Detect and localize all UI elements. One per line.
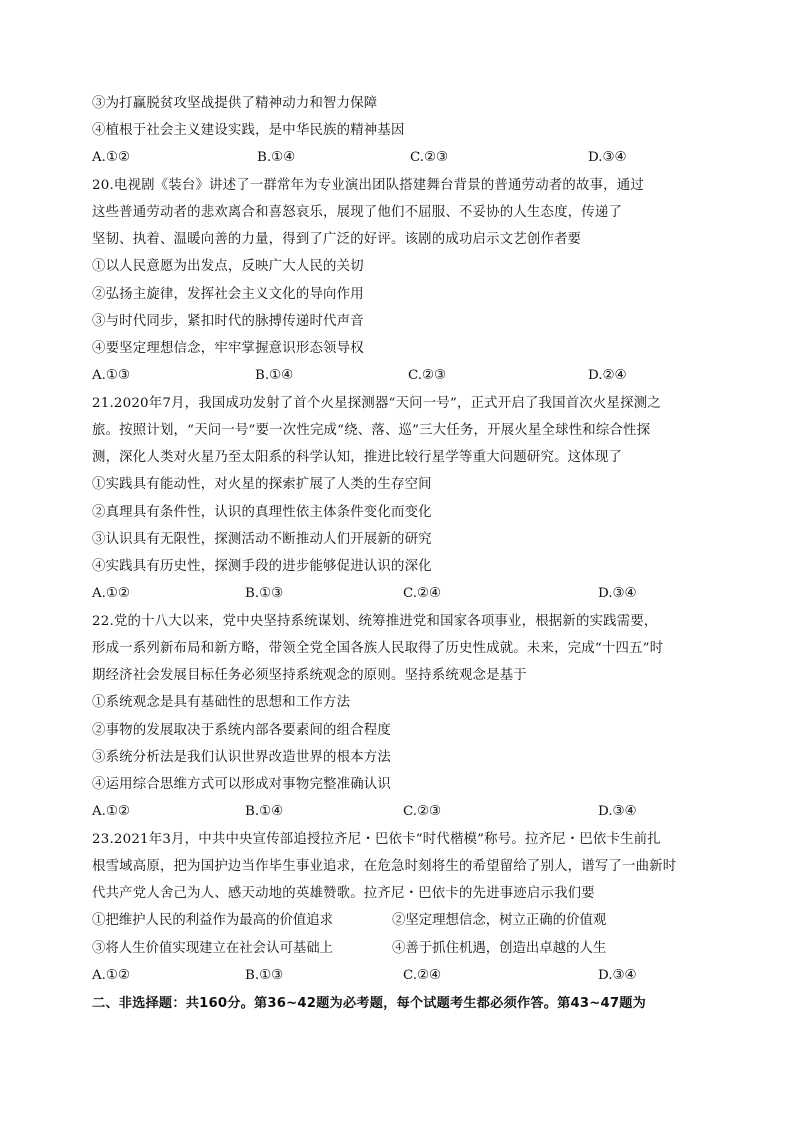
q22-item-1: ①系统观念是具有基础性的思想和工作方法 (92, 695, 351, 710)
q23-stem-line-2: 根雪域高原，把为国护边当作毕生事业追求，在危急时刻将生的希望留给了别人，谱写了一曲新时 (92, 859, 677, 874)
q22-item-4: ④运用综合思维方式可以形成对事物完整准确认识 (92, 777, 391, 792)
q21-item-3: ③认识具有无限性，探测活动不断推动人们开展新的研究 (92, 532, 432, 547)
q20-option-a: A.①③ (92, 368, 130, 383)
q20-item-1: ①以人民意愿为出发点，反映广大人民的关切 (92, 259, 364, 274)
q23-item-3: ③将人生价值实现建立在社会认可基础上 (92, 941, 334, 956)
q23-option-b: B.①③ (245, 968, 284, 983)
q20-item-4: ④要坚定理想信念，牢牢掌握意识形态领导权 (92, 341, 364, 356)
q22-option-c: C.②③ (403, 804, 442, 819)
q23-option-a: A.①② (92, 968, 130, 983)
q21-stem-line-2: 旅。按照计划，“天问一号”要一次性完成“绕、落、巡”三大任务，开展火星全球性和综合性探 (92, 423, 651, 438)
q23-option-d: D.③④ (598, 968, 637, 983)
q21-item-4: ④实践具有历史性，探测手段的进步能够促进认识的深化 (92, 559, 432, 574)
q20-stem-line-2: 这些普通劳动者的悲欢离合和喜怒哀乐，展现了他们不屈服、不妥协的人生态度，传递了 (92, 205, 623, 220)
q21-option-a: A.①② (92, 586, 130, 601)
q21-option-d: D.③④ (598, 586, 637, 601)
q19-option-c: C.②③ (410, 150, 449, 165)
q21-option-c: C.②④ (403, 586, 442, 601)
q21-stem-line-1: 21.2020年7月，我国成功发射了首个火星探测器“天问一号”，正式开启了我国首次火星探测之 (92, 396, 661, 411)
q23-stem-line-3: 代共产党人舍己为人、感天动地的英雄赞歌。拉齐尼・巴依卡的先进事迹启示我们要 (92, 886, 595, 901)
section-2-heading: 二、非选择题：共160分。第36~42题为必考题，每个试题考生都必须作答。第43~47题为 (92, 996, 647, 1011)
q19-item-3: ③为打赢脱贫攻坚战提供了精神动力和智力保障 (92, 96, 378, 111)
q19-option-a: A.①② (92, 150, 130, 165)
q23-option-c: C.②④ (403, 968, 442, 983)
q20-option-b: B.①④ (255, 368, 294, 383)
q22-option-d: D.③④ (598, 804, 637, 819)
q22-stem-line-2: 形成一系列新布局和新方略，带领全党全国各族人民取得了历史性成就。未来，完成“十四五”时 (92, 641, 664, 656)
q20-stem-line-3: 坚韧、执着、温暖向善的力量，得到了广泛的好评。该剧的成功启示文艺创作者要 (92, 232, 582, 247)
q20-item-2: ②弘扬主旋律，发挥社会主义文化的导向作用 (92, 287, 364, 302)
q23-item-1: ①把维护人民的利益作为最高的价值追求 (92, 913, 334, 928)
q20-stem-line-1: 20.电视剧《装台》讲述了一群常年为专业演出团队搭建舞台背景的普通劳动者的故事，通过 (92, 178, 644, 193)
q21-stem-line-3: 测，深化人类对火星乃至太阳系的科学认知，推进比较行星学等重大问题研究。这体现了 (92, 450, 623, 465)
q23-item-4: ④善于抓住机遇，创造出卓越的人生 (392, 941, 607, 956)
q23-item-2: ②坚定理想信念，树立正确的价值观 (392, 913, 607, 928)
q20-option-d: D.②④ (588, 368, 627, 383)
q20-option-c: C.②③ (408, 368, 447, 383)
q22-stem-line-3: 期经济社会发展目标任务必须坚持系统观念的原则。坚持系统观念是基于 (92, 668, 527, 683)
q21-option-b: B.①③ (245, 586, 284, 601)
q19-item-4: ④植根于社会主义建设实践，是中华民族的精神基因 (92, 123, 405, 138)
q23-stem-line-1: 23.2021年3月，中共中央宣传部追授拉齐尼・巴依卡“时代楷模”称号。拉齐尼・巴依卡生前扎 (92, 832, 661, 847)
q20-item-3: ③与时代同步，紧扣时代的脉搏传递时代声音 (92, 314, 364, 329)
q21-item-2: ②真理具有条件性，认识的真理性依主体条件变化而变化 (92, 505, 432, 520)
q19-option-d: D.③④ (588, 150, 627, 165)
q22-option-b: B.①④ (245, 804, 284, 819)
q21-item-1: ①实践具有能动性，对火星的探索扩展了人类的生存空间 (92, 477, 432, 492)
q19-option-b: B.①④ (257, 150, 296, 165)
q22-stem-line-1: 22.党的十八大以来，党中央坚持系统谋划、统筹推进党和国家各项事业，根据新的实践需要， (92, 614, 658, 629)
q22-item-3: ③系统分析法是我们认识世界改造世界的根本方法 (92, 750, 391, 765)
q22-item-2: ②事物的发展取决于系统内部各要素间的组合程度 (92, 723, 391, 738)
q22-option-a: A.①② (92, 804, 130, 819)
